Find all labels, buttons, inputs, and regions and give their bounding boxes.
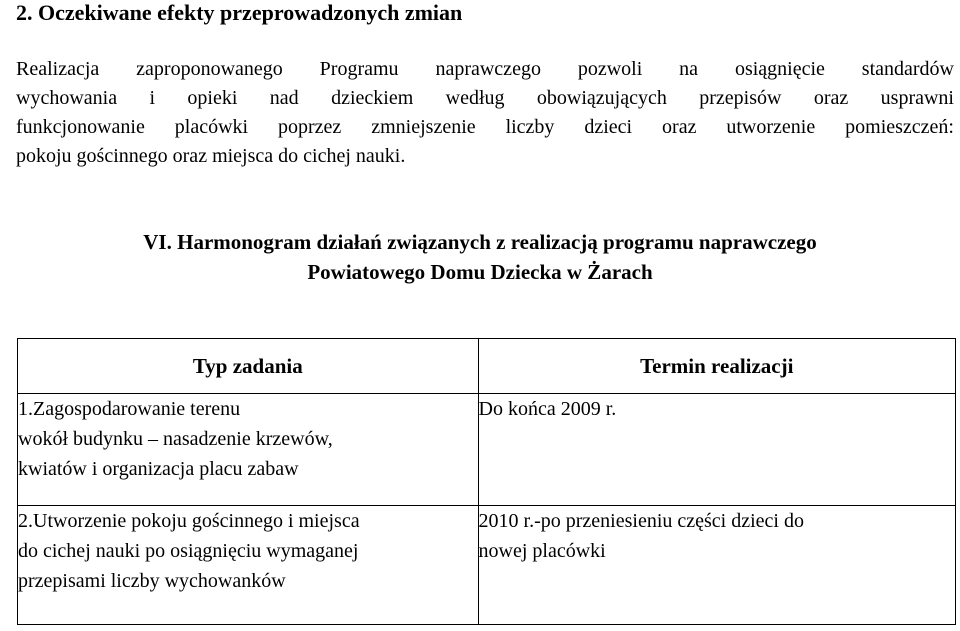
task-text bbox=[18, 394, 478, 484]
term-text bbox=[479, 394, 955, 424]
term-cell bbox=[478, 394, 955, 506]
task-cell bbox=[18, 394, 479, 506]
paragraph-line: pokoju gościnnego oraz miejsca do cichej nauki. bbox=[16, 145, 406, 167]
cell-line: 2.Utworzenie pokoju gościnnego i miejsca bbox=[18, 510, 360, 532]
cell-line: 2010 r.-po przeniesieniu części dzieci do bbox=[478, 510, 804, 532]
cell-line: do cichej nauki po osiągnięciu wymaganej bbox=[18, 540, 359, 562]
header-completion-date: Termin realizacji bbox=[478, 339, 955, 394]
schedule-table bbox=[17, 338, 956, 625]
table-header-row bbox=[18, 339, 956, 394]
table-row bbox=[18, 506, 956, 625]
expected-effects-paragraph bbox=[16, 55, 954, 171]
cell-line: kwiatów i organizacja placu zabaw bbox=[18, 458, 299, 480]
cell-line: nowej placówki bbox=[478, 540, 606, 562]
section-heading: 2. Oczekiwane efekty przeprowadzonych zmian bbox=[16, 0, 463, 25]
task-text bbox=[18, 506, 478, 596]
schedule-title-line-1: VI. Harmonogram działań związanych z realizacją programu naprawczego bbox=[143, 230, 817, 254]
paragraph-line: wychowania i opieki nad dzieckiem według obowiązujących przepisów oraz usprawni bbox=[16, 87, 954, 109]
paragraph-line: Realizacja zaproponowanego Programu naprawczego pozwoli na osiągnięcie standardów bbox=[16, 58, 954, 80]
task-cell bbox=[18, 506, 479, 625]
header-task-type: Typ zadania bbox=[18, 339, 479, 394]
cell-line: 1.Zagospodarowanie terenu bbox=[18, 398, 241, 420]
term-cell bbox=[478, 506, 955, 625]
cell-line: wokół budynku – nasadzenie krzewów, bbox=[18, 428, 333, 450]
term-text bbox=[479, 506, 955, 566]
paragraph-line: funkcjonowanie placówki poprzez zmniejszenie liczby dzieci oraz utworzenie pomieszczeń: bbox=[16, 116, 954, 138]
cell-line: przepisami liczby wychowanków bbox=[18, 570, 286, 592]
table-row bbox=[18, 394, 956, 506]
schedule-title-line-2: Powiatowego Domu Dziecka w Żarach bbox=[307, 260, 653, 284]
schedule-title bbox=[0, 227, 960, 287]
cell-line: Do końca 2009 r. bbox=[478, 398, 617, 420]
